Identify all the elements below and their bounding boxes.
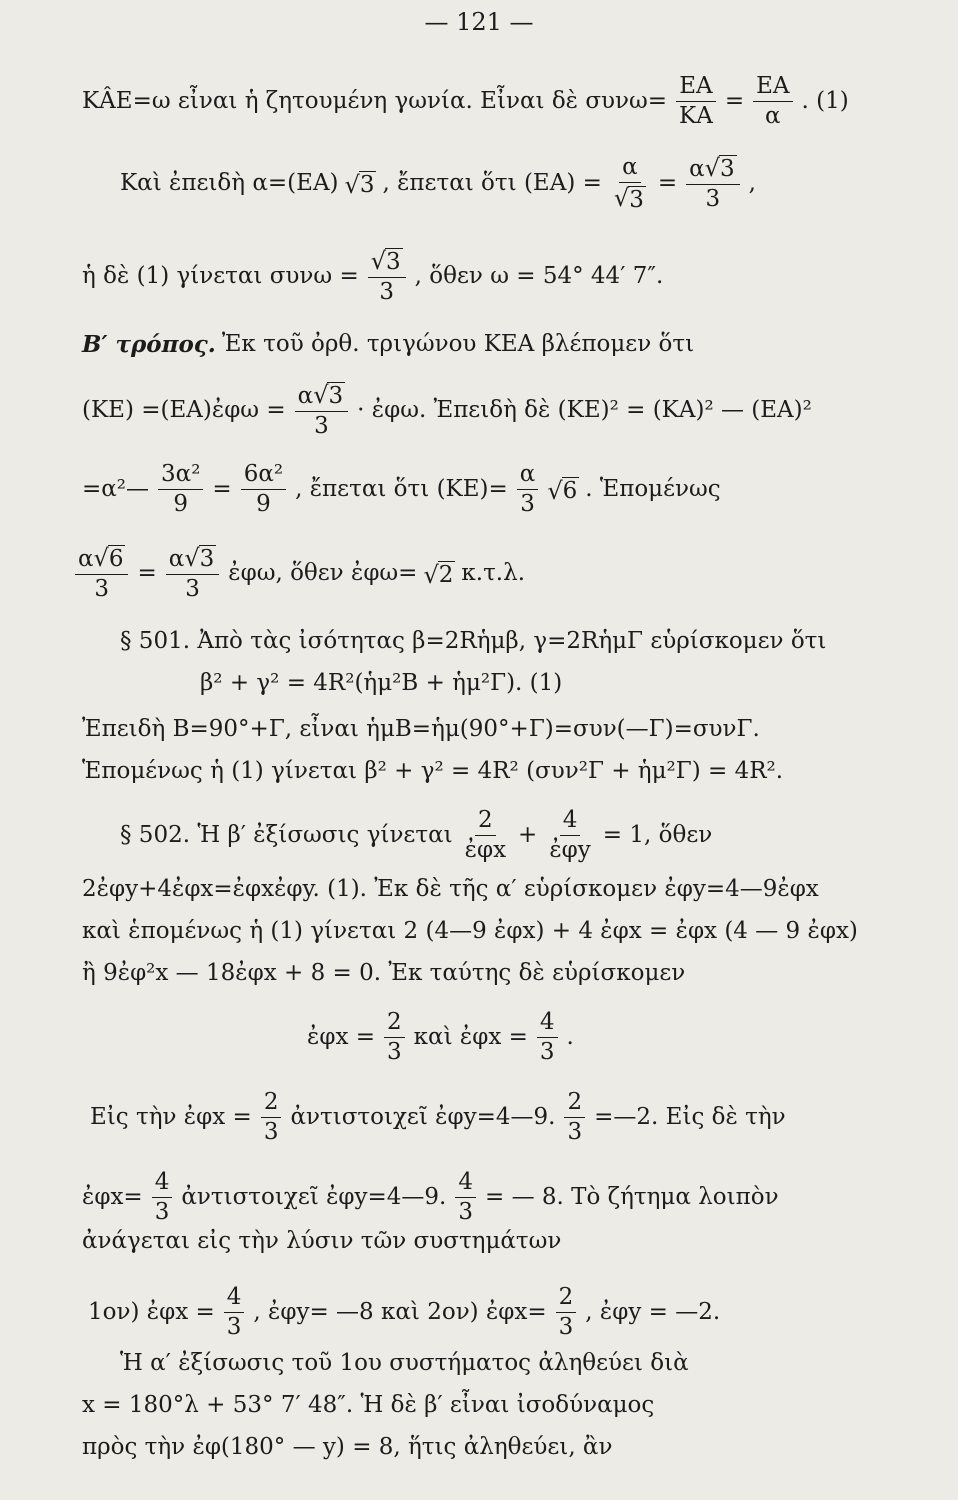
paragraph-501: § 501. Ἀπὸ τὰς ἰσότητας β=2Rἡμβ, γ=2RἡμΓ εὑρίσκομεν ὅτι (120, 628, 827, 654)
text-line-13: 2ἐφy+4ἐφx=ἐφxἐφy. (1). Ἐκ δὲ τῆς α′ εὑρίσκομεν ἐφy=4—9ἐφx (82, 876, 819, 902)
text-line-23: πρὸς τὴν ἐφ(180° — y) = 8, ἥτις ἀληθεύει, ἂν (82, 1434, 613, 1460)
fraction: α √ 3 (613, 154, 644, 213)
text: . (1) (801, 88, 849, 115)
equation-line-5 (82, 382, 908, 440)
text: . (566, 1024, 574, 1051)
text: ἡ δὲ (1) γίνεται συνω = (82, 263, 359, 290)
text-line-22: x = 180°λ + 53° 7′ 48″. Ἡ δὲ β′ εἶναι ἰσοδύναμος (82, 1392, 655, 1418)
text-line-10: Ἐπειδὴ Β=90°+Γ, εἶναι ἡμΒ=ἡμ(90°+Γ)=συν(—Γ)=συνΓ. (82, 716, 760, 742)
fraction: α √ 6 3 (75, 545, 128, 603)
text: = — 8. Τὸ ζήτημα λοιπὸν (485, 1184, 779, 1211)
equation-line-20 (82, 1285, 908, 1341)
equation-line-1 (82, 74, 908, 130)
equation-line-2 (82, 155, 908, 213)
fraction: √ 3 3 (368, 248, 406, 306)
text: 1ον) ἐφx = (88, 1299, 215, 1326)
text: , ἐφy= —8 καὶ 2ον) ἐφx= (253, 1299, 547, 1326)
fraction: α √ 3 3 (686, 155, 739, 213)
text: § 502. Ἡ β′ ἐξίσωσις γίνεται (120, 822, 453, 849)
equation-line-18 (82, 1170, 908, 1226)
equation-line-6 (82, 462, 908, 518)
equals: = (137, 560, 157, 587)
text: = 1, ὅθεν (602, 822, 713, 849)
fraction: $\frac{4}{3}$ (455, 1170, 476, 1226)
text: . Ἑπομένως (585, 476, 721, 503)
radical: √ 3 (344, 170, 375, 199)
equation-line-3 (82, 248, 908, 306)
text: ἀντιστοιχεῖ ἐφy=4—9. (181, 1184, 447, 1211)
fraction: $\frac{\text{6α²}}{9}$ (241, 462, 286, 518)
section-label: Β′ τρόπος. (82, 331, 216, 358)
text: ἐφx= (82, 1184, 143, 1211)
fraction: α √ 3 3 (295, 382, 348, 440)
radical: √ 6 (547, 476, 578, 505)
fraction: $\frac{EA}{\alpha}$ (753, 74, 792, 130)
equals: = (724, 88, 745, 115)
radical: √ 2 (423, 560, 454, 589)
text: Εἰς τὴν ἐφx = (90, 1104, 252, 1131)
text: , (748, 170, 756, 197)
text: · ἐφω. Ἐπειδὴ δὲ (ΚΕ)² = (ΚΑ)² — (ΕΑ)² (357, 397, 812, 424)
text: ἐφω, ὅθεν ἐφω= (228, 560, 418, 587)
fraction: $\frac{4}{3}$ (537, 1010, 558, 1066)
text: , ἔπεται ὅτι (ΕΑ) = (382, 170, 602, 197)
text: Ἐκ τοῦ ὀρθ. τριγώνου ΚΕΑ βλέπομεν ὅτι (221, 331, 695, 357)
text: (ΚΕ) =(ΕΑ)ἐφω = (82, 397, 286, 424)
text-line-21: Ἡ α′ ἐξίσωσις τοῦ 1ου συστήματος ἀληθεύει διὰ (120, 1350, 689, 1376)
fraction: $\frac{2}{3}$ (556, 1285, 577, 1341)
paragraph-502 (82, 808, 908, 864)
text: ΚÂΕ=ω εἶναι ἡ ζητουμένη γωνία. Εἶναι δὲ συνω= (82, 88, 668, 115)
plus: + (518, 822, 538, 849)
equation-line-7 (72, 545, 908, 603)
text-line-19: ἀνάγεται εἰς τὴν λύσιν τῶν συστημάτων (82, 1228, 562, 1254)
text-line-15: ἢ 9ἐφ²x — 18ἐφx + 8 = 0. Ἐκ ταύτης δὲ εὑρίσκομεν (82, 960, 686, 986)
equals: = (657, 170, 678, 197)
fraction: $\frac{2}{\text{ἐφx}}$ (464, 807, 507, 864)
fraction: $\frac{\text{3α²}}{9}$ (158, 462, 203, 518)
text: , ὅθεν ω = 54° 44′ 7″. (414, 263, 664, 290)
fraction: $\frac{2}{3}$ (384, 1010, 405, 1066)
fraction: $\frac{EA}{KA}$ (676, 74, 716, 130)
equation-line-16 (82, 1010, 908, 1066)
fraction: $\frac{\alpha}{3}$ (517, 462, 539, 518)
text: =α²— (82, 476, 150, 503)
fraction: $\frac{2}{3}$ (564, 1090, 585, 1146)
fraction: $\frac{2}{3}$ (261, 1090, 282, 1146)
text: ἀντιστοιχεῖ ἐφy=4—9. (290, 1104, 556, 1131)
text: κ.τ.λ. (461, 560, 525, 587)
text: καὶ ἐφx = (413, 1024, 528, 1051)
fraction: $\frac{4}{3}$ (152, 1170, 173, 1226)
fraction: $\frac{4}{3}$ (224, 1285, 245, 1341)
text: , ἔπεται ὅτι (ΚΕ)= (295, 476, 508, 503)
equation-line-9: β² + γ² = 4R²(ἡμ²Β + ἡμ²Γ). (1) (200, 670, 563, 696)
equals: = (212, 476, 232, 503)
text-line-14: καὶ ἑπομένως ἡ (1) γίνεται 2 (4—9 ἐφx) + 4 ἐφx = ἐφx (4 — 9 ἐφx) (82, 918, 858, 944)
equation-line-17 (82, 1090, 908, 1146)
text-line-4 (82, 333, 908, 356)
text: Καὶ ἐπειδὴ α=(ΕΑ) (120, 170, 339, 197)
text-line-11: Ἑπομένως ἡ (1) γίνεται β² + γ² = 4R² (συν²Γ + ἡμ²Γ) = 4R². (82, 758, 784, 784)
text: =—2. Εἰς δὲ τὴν (594, 1104, 786, 1131)
fraction: $\frac{4}{\text{ἐφy}}$ (549, 807, 591, 864)
text: , ἐφy = —2. (585, 1299, 721, 1326)
page-number: — 121 — (424, 8, 534, 36)
fraction: α √ 3 3 (166, 545, 219, 603)
text: ἐφx = (307, 1024, 376, 1051)
